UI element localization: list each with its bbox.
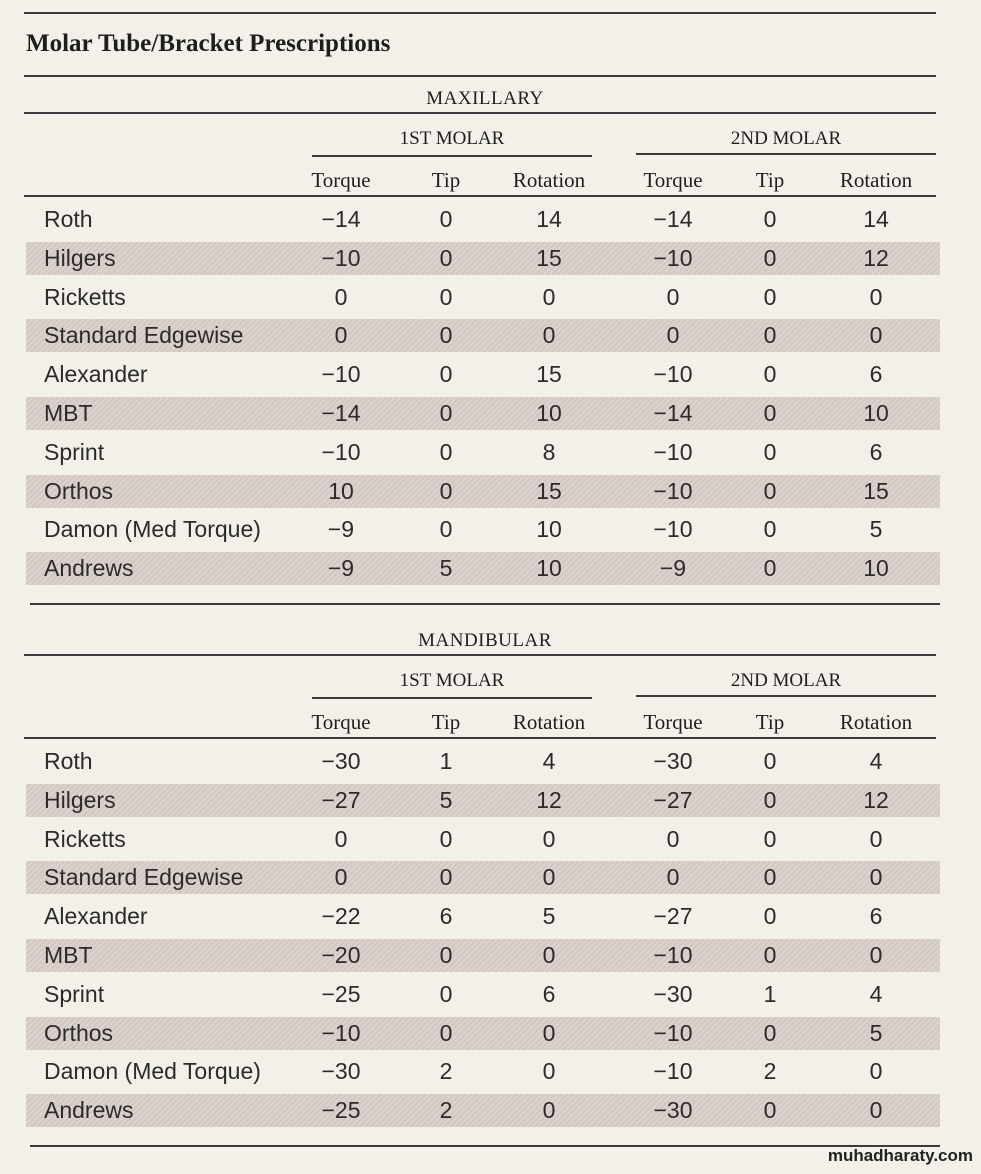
section-bottom-rule [30, 1145, 940, 1147]
row-label: MBT [44, 400, 93, 426]
table-cell: −9 [327, 516, 355, 543]
table-cell: −14 [321, 400, 361, 426]
table-cell: 5 [542, 903, 556, 930]
table-cell: 10 [536, 555, 562, 582]
table-cell: −9 [659, 555, 687, 582]
table-cell: 0 [666, 322, 680, 349]
table-cell: 0 [334, 864, 348, 891]
table-cell: 0 [869, 283, 883, 310]
row-label: Andrews [44, 555, 134, 582]
table-cell: −30 [653, 980, 693, 1007]
table-cell: 0 [542, 825, 556, 852]
table-cell: 15 [536, 361, 562, 388]
row-label: MBT [44, 942, 93, 968]
table-cell: −10 [653, 361, 693, 388]
table-cell: 0 [439, 244, 453, 271]
table-cell: 12 [863, 786, 889, 813]
table-cell: −10 [321, 361, 361, 388]
table-cell: 0 [666, 825, 680, 852]
table-cell: 6 [869, 361, 883, 388]
table-cell: 0 [869, 322, 883, 349]
table-cell: −10 [653, 516, 693, 543]
group-rule-1st [312, 155, 592, 157]
table-cell: 10 [328, 477, 354, 504]
table-cell: 0 [542, 1019, 556, 1046]
table-cell: 0 [439, 1019, 453, 1046]
table-cell: 10 [863, 400, 889, 426]
table-cell: −30 [653, 1097, 693, 1124]
table-cell: 0 [439, 864, 453, 891]
table-cell: 0 [763, 477, 777, 504]
table-cell: 0 [763, 283, 777, 310]
row-label: Roth [44, 206, 93, 232]
section-label-maxillary: MAXILLARY [426, 88, 544, 109]
table-cell: −30 [321, 748, 361, 774]
table-cell: 0 [439, 400, 453, 426]
table-cell: 0 [763, 942, 777, 968]
page-title: Molar Tube/Bracket Prescriptions [26, 30, 391, 57]
table-cell: 0 [763, 361, 777, 388]
section-header-rule [24, 112, 936, 114]
table-cell: −10 [321, 438, 361, 465]
row-label: Alexander [44, 903, 148, 930]
table-cell: −14 [321, 206, 361, 232]
group-rule-2nd [636, 695, 936, 697]
column-header-torque: Torque [643, 710, 703, 734]
column-header-torque: Torque [643, 168, 703, 192]
table-cell: 0 [439, 283, 453, 310]
table-cell: −14 [653, 206, 693, 232]
table-cell: 0 [542, 283, 556, 310]
table-cell: 0 [763, 555, 777, 582]
table-cell: −14 [653, 400, 693, 426]
section-bottom-rule [30, 603, 940, 605]
table-cell: 0 [439, 361, 453, 388]
table-cell: 0 [763, 903, 777, 930]
group-rule-2nd [636, 153, 936, 155]
column-header-torque: Torque [311, 710, 371, 734]
table-cell: −10 [321, 244, 361, 271]
table-cell: −27 [321, 786, 361, 813]
table-cell: 2 [439, 1058, 453, 1085]
table-cell: −10 [321, 1019, 361, 1046]
table-cell: 10 [863, 555, 889, 582]
row-label: Ricketts [44, 825, 126, 852]
table-cell: 0 [439, 206, 453, 232]
table-cell: 0 [869, 1097, 883, 1124]
table-cell: 6 [542, 980, 556, 1007]
table-cell: −20 [321, 942, 361, 968]
column-header-tip: Tip [755, 710, 785, 734]
table-cell: 0 [869, 825, 883, 852]
table-cell: 2 [439, 1097, 453, 1124]
column-header-rotation: Rotation [512, 168, 586, 192]
table-cell: −25 [321, 980, 361, 1007]
table-cell: 0 [439, 980, 453, 1007]
group-label-2nd-molar: 2ND MOLAR [730, 670, 842, 691]
row-label: Andrews [44, 1097, 134, 1124]
table-cell: −10 [653, 1058, 693, 1085]
table-cell: 0 [763, 400, 777, 426]
table-cell: 1 [763, 980, 777, 1007]
row-label: Ricketts [44, 283, 126, 310]
table-cell: 0 [666, 864, 680, 891]
table-cell: 6 [439, 903, 453, 930]
table-cell: 8 [542, 438, 556, 465]
table-cell: −30 [653, 748, 693, 774]
table-cell: 4 [869, 980, 883, 1007]
table-cell: 1 [439, 748, 453, 774]
table-cell: −10 [653, 244, 693, 271]
table-cell: −22 [321, 903, 361, 930]
table-cell: 0 [763, 748, 777, 774]
table-cell: 0 [542, 1097, 556, 1124]
row-label: Standard Edgewise [44, 322, 244, 349]
table-cell: 0 [542, 942, 556, 968]
table-cell: −10 [653, 942, 693, 968]
group-label-2nd-molar: 2ND MOLAR [730, 128, 842, 149]
table-cell: 4 [869, 748, 883, 774]
title-rule [24, 75, 936, 77]
table-cell: 4 [542, 748, 556, 774]
column-header-rule [24, 737, 936, 739]
row-label: Damon (Med Torque) [44, 516, 261, 543]
table-cell: 0 [763, 206, 777, 232]
column-header-torque: Torque [311, 168, 371, 192]
table-cell: 5 [869, 1019, 883, 1046]
row-label: Standard Edgewise [44, 864, 244, 891]
table-cell: −10 [653, 477, 693, 504]
table-cell: 2 [763, 1058, 777, 1085]
row-label: Sprint [44, 980, 105, 1007]
table-cell: 0 [869, 1058, 883, 1085]
table-cell: −27 [653, 786, 693, 813]
row-label: Alexander [44, 361, 148, 388]
column-header-tip: Tip [431, 168, 461, 192]
row-label: Hilgers [44, 786, 116, 813]
table-cell: 5 [439, 555, 453, 582]
table-cell: 10 [536, 400, 562, 426]
table-cell: 0 [439, 516, 453, 543]
table-cell: 0 [763, 322, 777, 349]
table-cell: 0 [439, 825, 453, 852]
column-header-tip: Tip [755, 168, 785, 192]
column-header-tip: Tip [431, 710, 461, 734]
table-cell: 0 [334, 825, 348, 852]
row-label: Damon (Med Torque) [44, 1058, 261, 1085]
table-cell: 0 [334, 283, 348, 310]
table-cell: 0 [542, 322, 556, 349]
column-header-rotation: Rotation [512, 710, 586, 734]
table-cell: 0 [334, 322, 348, 349]
group-label-1st-molar: 1ST MOLAR [399, 670, 505, 691]
table-cell: 0 [666, 283, 680, 310]
table-cell: 0 [763, 438, 777, 465]
top-rule [24, 12, 936, 14]
table-cell: 6 [869, 438, 883, 465]
table-cell: 0 [763, 864, 777, 891]
column-header-rotation: Rotation [839, 168, 913, 192]
table-cell: −30 [321, 1058, 361, 1085]
table-cell: 0 [763, 1097, 777, 1124]
table-cell: 0 [439, 477, 453, 504]
table-cell: 15 [863, 477, 889, 504]
table-cell: −9 [327, 555, 355, 582]
row-label: Orthos [44, 477, 114, 504]
table-cell: −25 [321, 1097, 361, 1124]
section-header-rule [24, 654, 936, 656]
table-cell: 0 [439, 438, 453, 465]
table-cell: 14 [863, 206, 889, 232]
group-rule-1st [312, 697, 592, 699]
watermark: muhadharaty.com [827, 1146, 973, 1165]
table-cell: −10 [653, 1019, 693, 1046]
table-cell: 5 [439, 786, 453, 813]
table-cell: −27 [653, 903, 693, 930]
table-cell: 0 [763, 786, 777, 813]
table-cell: −10 [653, 438, 693, 465]
table-cell: 12 [863, 244, 889, 271]
table-cell: 6 [869, 903, 883, 930]
table-cell: 0 [542, 1058, 556, 1085]
table-cell: 0 [763, 1019, 777, 1046]
table-cell: 14 [536, 206, 562, 232]
table-cell: 12 [536, 786, 562, 813]
table-cell: 0 [439, 942, 453, 968]
table-cell: 15 [536, 477, 562, 504]
column-header-rule [24, 195, 936, 197]
row-label: Hilgers [44, 244, 116, 271]
table-cell: 10 [536, 516, 562, 543]
row-label: Sprint [44, 438, 105, 465]
row-label: Orthos [44, 1019, 114, 1046]
table-cell: 5 [869, 516, 883, 543]
table-cell: 0 [869, 864, 883, 891]
table-cell: 0 [763, 516, 777, 543]
table-cell: 15 [536, 244, 562, 271]
group-label-1st-molar: 1ST MOLAR [399, 128, 505, 149]
table-cell: 0 [439, 322, 453, 349]
table-cell: 0 [763, 825, 777, 852]
section-label-mandibular: MANDIBULAR [418, 630, 552, 651]
column-header-rotation: Rotation [839, 710, 913, 734]
table-cell: 0 [763, 244, 777, 271]
table-cell: 0 [542, 864, 556, 891]
row-label: Roth [44, 748, 93, 774]
table-cell: 0 [869, 942, 883, 968]
